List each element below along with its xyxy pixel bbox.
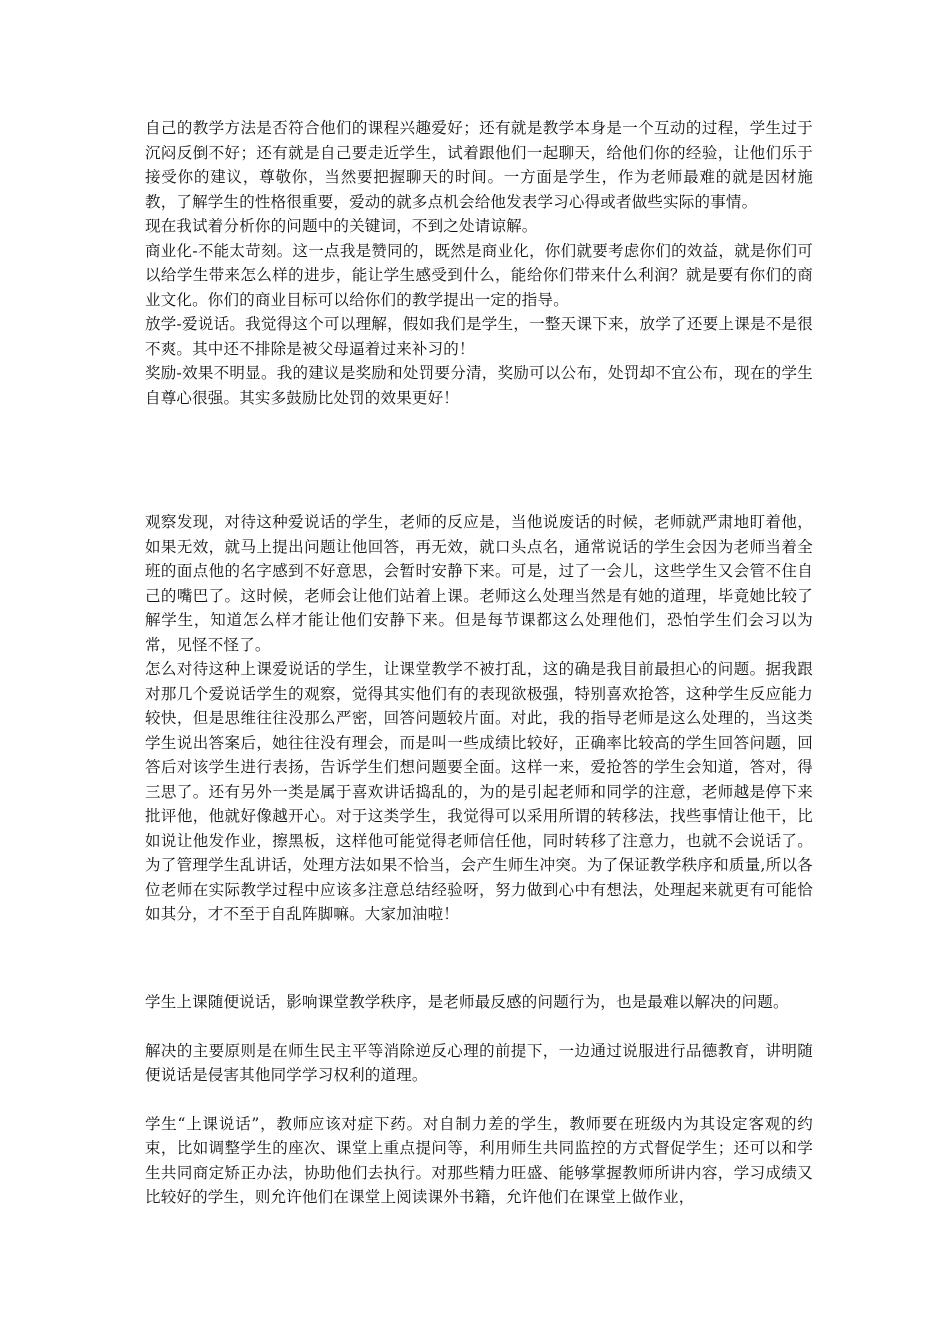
paragraph: 学生“上课说话”，教师应该对症下药。对自制力差的学生，教师要在班级内为其设定客观的约束，比如调整学生的座次、课堂上重点提问等，利用师生共同监控的方式督促学生；还可以和学生共同商定矫正办法，协助他们去执行。对那些精力旺盛、能够掌握教师所讲内容，学习成绩又比较好的学生，则允许他们在课堂上阅读课外书籍，允许他们在课堂上做作业， [145,1114,813,1206]
text-section-1 [145,116,813,410]
paragraph: 学生上课随便说话，影响课堂教学秩序，是老师最反感的问题行为，也是最难以解决的问题。 [145,993,789,1011]
paragraph: 商业化-不能太苛刻。这一点我是赞同的，既然是商业化，你们就要考虑你们的效益，就是你们可以给学生带来怎么样的进步，能让学生感受到什么，能给你们带来什么利润？就是要有你们的商业文化。你们的商业目标可以给你们的教学提出一定的指导。 [145,241,813,309]
text-section-3 [145,990,813,1210]
text-section-2 [145,510,813,927]
paragraph: 自己的教学方法是否符合他们的课程兴趣爱好；还有就是教学本身是一个互动的过程，学生过于沉闷反倒不好；还有就是自己要走近学生，试着跟他们一起聊天，给他们你的经验，让他们乐于接受你的建议，尊敬你，当然要把握聊天的时间。一方面是学生，作为老师最难的就是因材施教，了解学生的性格很重要，爱动的就多点机会给他发表学习心得或者做些实际的事情。 [145,119,813,211]
paragraph: 观察发现，对待这种爱说话的学生，老师的反应是，当他说废话的时候，老师就严肃地盯着他，如果无效，就马上提出问题让他回答，再无效，就口头点名，通常说话的学生会因为老师当着全班的面点他的名字感到不好意思，会暂时安静下来。可是，过了一会儿，这些学生又会管不住自己的嘴巴了。这时候，老师会让他们站着上课。老师这么处理当然是有她的道理，毕竟她比较了解学生，知道怎么样才能让他们安静下来。但是每节课都这么处理他们，恐怕学生们会习以为常，见怪不怪了。 [145,513,813,654]
paragraph: 奖励-效果不明显。我的建议是奖励和处罚要分清，奖励可以公布，处罚却不宜公布，现在的学生自尊心很强。其实多鼓励比处罚的效果更好！ [145,364,813,407]
paragraph: 现在我试着分析你的问题中的关键词，不到之处请谅解。 [145,217,538,235]
paragraph: 解决的主要原则是在师生民主平等消除逆反心理的前提下，一边通过说服进行品德教育，讲明随便说话是侵害其他同学学习权利的道理。 [145,1041,813,1084]
paragraph: 怎么对待这种上课爱说话的学生，让课堂教学不被打乱，这的确是我目前最担心的问题。据我跟对那几个爱说话学生的观察，觉得其实他们有的表现欲极强，特别喜欢抢答，这种学生反应能力较快，但是思维往往没那么严密，回答问题较片面。对此，我的指导老师是这么处理的，当这类学生说出答案后，她往往没有理会，而是叫一些成绩比较好，正确率比较高的学生回答问题，回答后对该学生进行表扬，告诉学生们想问题要全面。这样一来，爱抢答的学生会知道，答对，得三思了。还有另外一类是属于喜欢讲话捣乱的，为的是引起老师和同学的注意，老师越是停下来批评他，他就好像越开心。对于这类学生，我觉得可以采用所谓的转移法，找些事情让他干，比如说让他发作业，擦黑板，这样他可能觉得老师信任他，同时转移了注意力，也就不会说话了。为了管理学生乱讲话，处理方法如果不恰当，会产生师生冲突。为了保证教学秩序和质量,所以各位老师在实际教学过程中应该多注意总结经验呀，努力做到心中有想法，处理起来就更有可能恰如其分，才不至于自乱阵脚嘛。大家加油啦！ [145,660,813,923]
paragraph: 放学-爱说话。我觉得这个可以理解，假如我们是学生，一整天课下来，放学了还要上课是不是很不爽。其中还不排除是被父母逼着过来补习的！ [145,315,813,358]
